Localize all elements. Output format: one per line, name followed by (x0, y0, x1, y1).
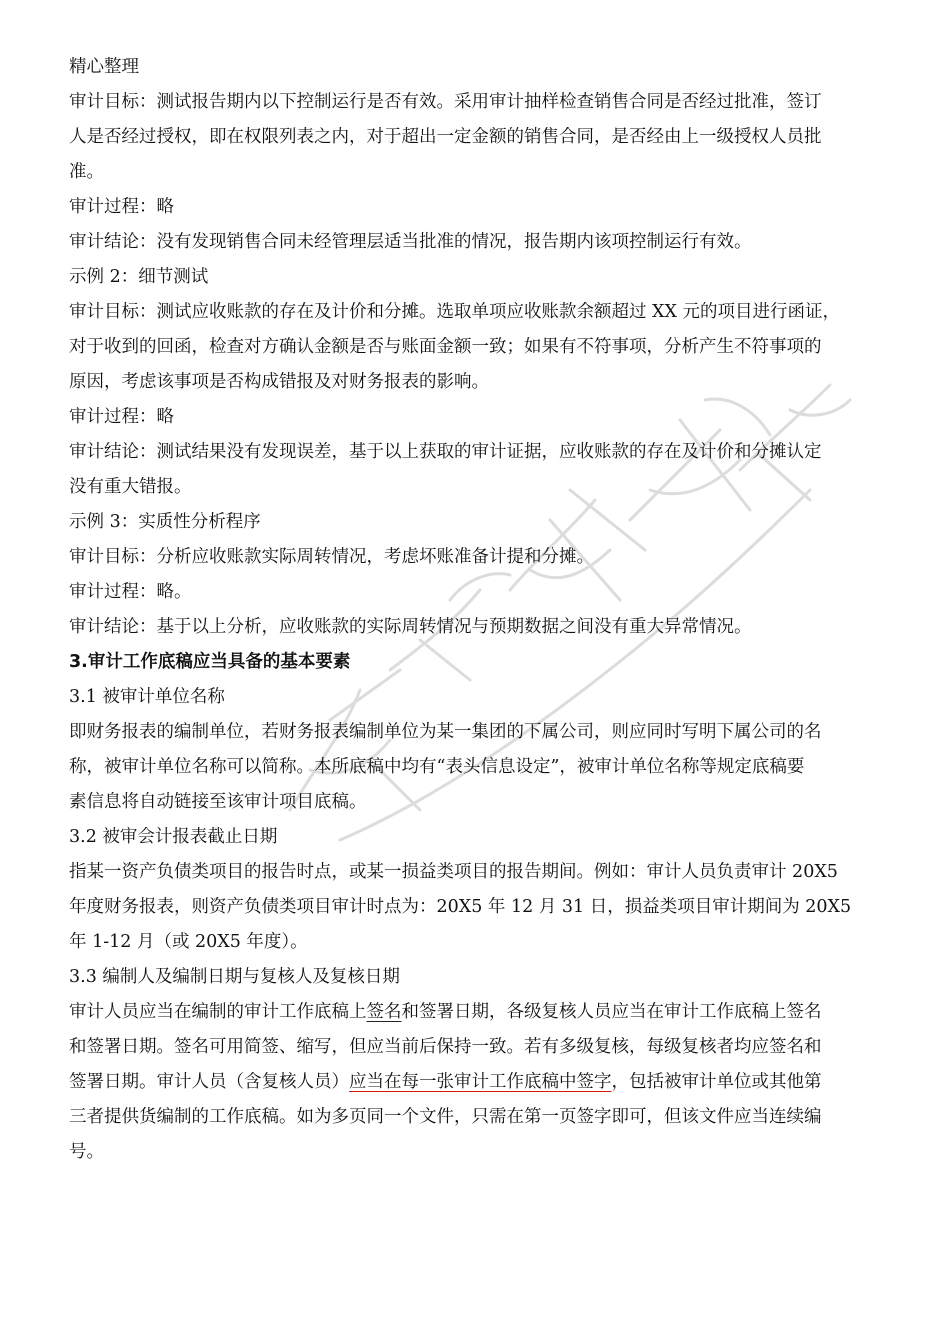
section-3-1-title: 3.1 被审计单位名称 (69, 687, 225, 707)
page-header: 精心整理 (69, 57, 139, 77)
ex3-conclusion: 审计结论：基于以上分析，应收账款的实际周转情况与预期数据之间没有重大异常情况。 (69, 617, 752, 637)
section-3-2-title: 3.2 被审会计报表截止日期 (69, 827, 278, 847)
red-underlined-phrase: 应当在每一张审计工作底稿中签字 (349, 1072, 612, 1092)
section-3-3-line-5: 号。 (69, 1142, 104, 1162)
section-3-3-line-2: 和签署日期。签名可用简签、缩写，但应当前后保持一致。若有多级复核，每级复核者均应签名和 (69, 1037, 822, 1057)
section-3-3-line-1-pre: 审计人员应当在编制的审计工作底稿上 (69, 1002, 367, 1022)
section-3-2-line-1: 指某一资产负债类项目的报告时点，或某一损益类项目的报告期间。例如：审计人员负责审计 20X5 (69, 862, 838, 882)
ex2-conclusion-line-2: 没有重大错报。 (69, 477, 192, 497)
ex3-process: 审计过程：略。 (69, 582, 192, 602)
section-3-3-line-4: 三者提供货编制的工作底稿。如为多页同一个文件，只需在第一页签字即可，但该文件应当连续编 (69, 1107, 822, 1127)
ex2-goal-line-1: 审计目标：测试应收账款的存在及计价和分摊。选取单项应收账款余额超过 XX 元的项目进行函证， (69, 302, 841, 322)
ex1-conclusion: 审计结论：没有发现销售合同未经管理层适当批准的情况，报告期内该项控制运行有效。 (69, 232, 752, 252)
section-3-1-line-3: 素信息将自动链接至该审计项目底稿。 (69, 792, 367, 812)
ex1-goal-line-3: 准。 (69, 162, 104, 182)
section-3-2-line-3: 年 1-12 月（或 20X5 年度）。 (69, 932, 308, 952)
section-3-heading: 3.审计工作底稿应当具备的基本要素 (69, 652, 351, 672)
ex1-process: 审计过程：略 (69, 197, 174, 217)
ex3-title: 示例 3：实质性分析程序 (69, 512, 261, 532)
section-3-1-line-2: 称，被审计单位名称可以简称。本所底稿中均有“表头信息设定”，被审计单位名称等规定底稿要 (69, 757, 805, 777)
section-3-3-line-1 (69, 995, 895, 1030)
ex1-goal-line-2: 人是否经过授权，即在权限列表之内，对于超出一定金额的销售合同，是否经由上一级授权人员批 (69, 127, 822, 147)
section-3-3-line-3-post: ，包括被审计单位或其他第 (611, 1072, 822, 1092)
ex2-title: 示例 2：细节测试 (69, 267, 209, 287)
ex2-conclusion-line-1: 审计结论：测试结果没有发现误差，基于以上获取的审计证据，应收账款的存在及计价和分摊认定 (69, 442, 822, 462)
ex2-goal-line-3: 原因，考虑该事项是否构成错报及对财务报表的影响。 (69, 372, 489, 392)
section-3-3-line-3 (69, 1065, 895, 1100)
section-3-1-line-1: 即财务报表的编制单位，若财务报表编制单位为某一集团的下属公司，则应同时写明下属公司的名 (69, 722, 822, 742)
ex2-goal-line-2: 对于收到的回函，检查对方确认金额是否与账面金额一致；如果有不符事项，分析产生不符事项的 (69, 337, 822, 357)
ex1-goal-line-1: 审计目标：测试报告期内以下控制运行是否有效。采用审计抽样检查销售合同是否经过批准，签订 (69, 92, 822, 112)
ex2-process: 审计过程：略 (69, 407, 174, 427)
section-3-3-line-1-post: 和签署日期，各级复核人员应当在审计工作底稿上签名 (401, 1002, 822, 1022)
section-3-2-line-2: 年度财务报表，则资产负债类项目审计时点为：20X5 年 12 月 31 日，损益类项目审计期间为 20X5 (69, 897, 852, 917)
section-3-3-line-3-pre: 签署日期。审计人员（含复核人员） (69, 1072, 349, 1092)
underlined-signature-word: 签名 (366, 1002, 402, 1022)
section-3-3-title: 3.3 编制人及编制日期与复核人及复核日期 (69, 967, 400, 987)
ex3-goal: 审计目标：分析应收账款实际周转情况，考虑坏账准备计提和分摊。 (69, 547, 594, 567)
document-body (69, 50, 895, 1170)
